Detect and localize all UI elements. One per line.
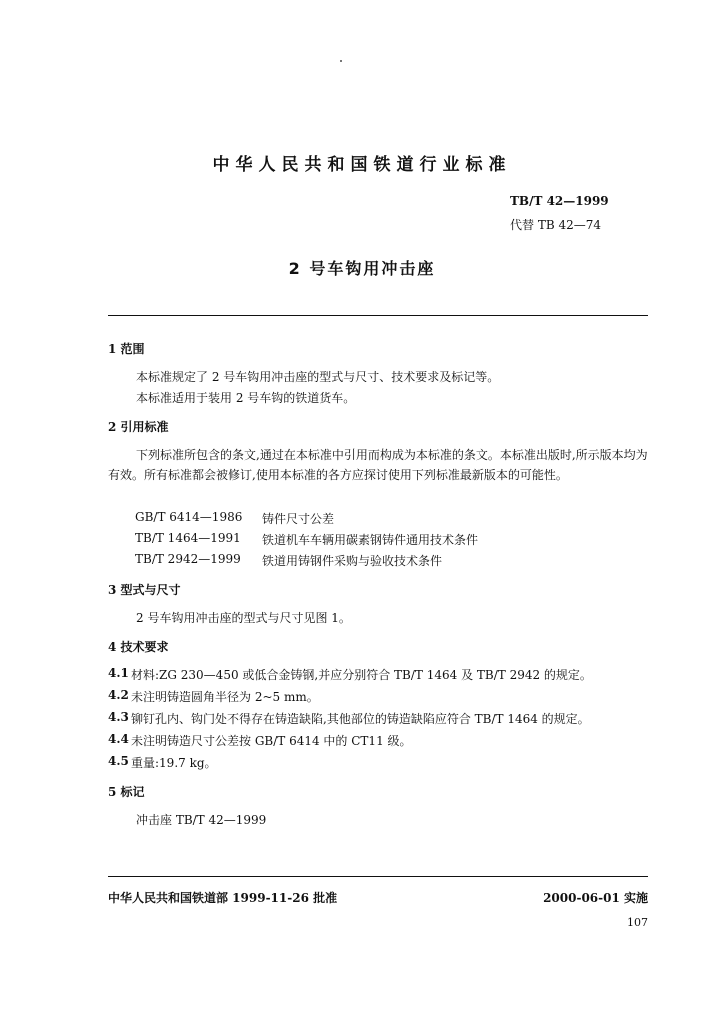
top-divider (108, 315, 648, 316)
ref-2-code: TB/T 1464—1991 (135, 531, 241, 545)
section-1-heading: 1 范围 (108, 342, 145, 356)
item-4-4-number: 4.4 (108, 732, 129, 746)
section-3-line: 2 号车钩用冲击座的型式与尺寸见图 1。 (136, 611, 351, 625)
item-4-3-text: 铆钉孔内、钩门处不得存在铸造缺陷,其他部位的铸造缺陷应符合 TB/T 1464 的规定。 (131, 712, 590, 726)
ref-1-name: 铸件尺寸公差 (262, 512, 335, 526)
ref-3-code: TB/T 2942—1999 (135, 552, 241, 566)
item-4-4-text: 未注明铸造尺寸公差按 GB/T 6414 中的 CT11 级。 (131, 734, 412, 748)
standard-code: TB/T 42—1999 (510, 194, 609, 208)
approval-statement: 中华人民共和国铁道部 1999-11-26 批准 (108, 891, 338, 905)
ref-1-code: GB/T 6414—1986 (135, 510, 243, 524)
item-4-5-number: 4.5 (108, 754, 129, 768)
section-1-line-1: 本标准规定了 2 号车钩用冲击座的型式与尺寸、技术要求及标记等。 (136, 370, 500, 384)
section-3-heading: 3 型式与尺寸 (108, 583, 181, 597)
replaces-code: 代替 TB 42—74 (510, 218, 601, 232)
item-4-2-number: 4.2 (108, 688, 129, 702)
standard-header: 中华人民共和国铁道行业标准 (212, 155, 512, 175)
section-5-heading: 5 标记 (108, 785, 145, 799)
page-number: 107 (627, 916, 648, 929)
item-4-3-number: 4.3 (108, 710, 129, 724)
implementation-date: 2000-06-01 实施 (543, 891, 648, 905)
document-title: 2 号车钩用冲击座 (288, 259, 436, 278)
section-4-heading: 4 技术要求 (108, 640, 169, 654)
item-4-5-text: 重量:19.7 kg。 (131, 756, 217, 770)
ref-2-name: 铁道机车车辆用碳素钢铸件通用技术条件 (262, 533, 479, 547)
item-4-1-text: 材料:ZG 230—450 或低合金铸钢,并应分别符合 TB/T 1464 及 TB/T 2942 的规定。 (131, 668, 592, 682)
bottom-divider (108, 876, 648, 877)
section-5-line: 冲击座 TB/T 42—1999 (136, 813, 267, 827)
scan-speck (340, 60, 342, 62)
section-1-line-2: 本标准适用于装用 2 号车钩的铁道货车。 (136, 391, 356, 405)
item-4-1-number: 4.1 (108, 666, 129, 680)
ref-3-name: 铁道用铸钢件采购与验收技术条件 (262, 554, 443, 568)
section-2-heading: 2 引用标准 (108, 420, 169, 434)
section-2-paragraph: 下列标准所包含的条文,通过在本标准中引用而构成为本标准的条文。本标准出版时,所示版本均为有效。所有标准都会被修订,使用本标准的各方应探讨使用下列标准最新版本的可能性。 (108, 448, 648, 482)
item-4-2-text: 未注明铸造圆角半径为 2~5 mm。 (131, 690, 319, 704)
